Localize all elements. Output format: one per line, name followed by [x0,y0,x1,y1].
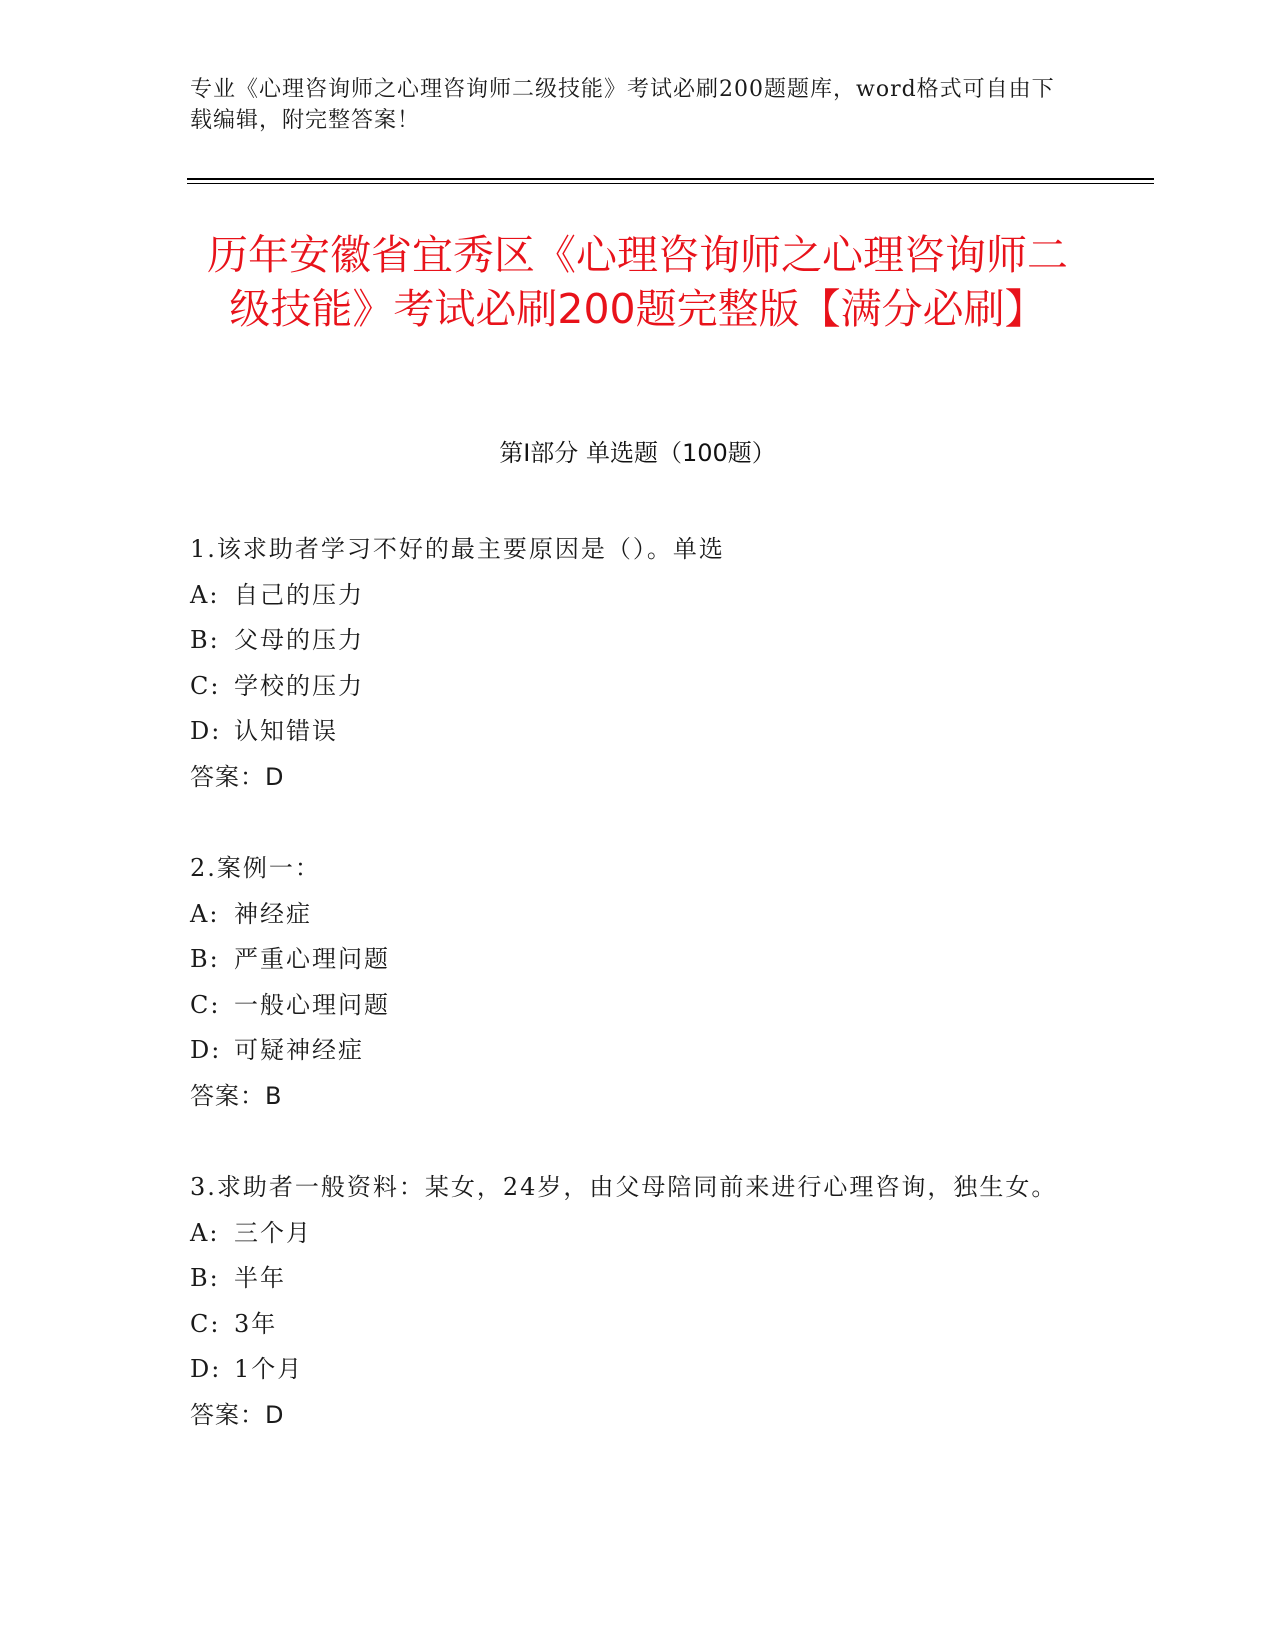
option-text: 一般心理问题 [234,990,390,1019]
header-divider-thin [187,183,1154,184]
option-c [190,664,1070,710]
answer: 答案：B [190,1081,283,1110]
option-letter: B: [190,1264,220,1292]
question-text: 2.案例一： [190,854,321,882]
option-b [190,937,1070,983]
header-note: 专业《心理咨询师之心理咨询师二级技能》考试必刷200题题库，word格式可自由下载编辑，附完整答案！ [190,77,1055,133]
option-letter: A: [190,1218,220,1247]
question-3 [190,1165,1070,1438]
option-d [190,1347,1070,1393]
option-d [190,1028,1070,1074]
option-text: 可疑神经症 [234,1036,364,1064]
option-text: 三个月 [234,1218,312,1247]
option-letter: D: [190,1036,222,1064]
answer: 答案：D [190,1400,285,1429]
option-b [190,1256,1070,1302]
option-c [190,983,1070,1029]
option-letter: C: [190,1309,221,1338]
option-c [190,1302,1070,1348]
option-letter: D: [190,1355,222,1383]
option-text: 神经症 [234,899,312,928]
option-text: 严重心理问题 [234,945,390,973]
option-text: 1个月 [234,1355,304,1383]
option-letter: B: [190,626,220,654]
option-a [190,573,1070,619]
option-letter: D: [190,717,222,745]
option-text: 认知错误 [234,717,338,745]
option-text: 半年 [234,1264,286,1292]
answer: 答案：D [190,762,285,791]
header-divider [187,178,1154,180]
question-2 [190,846,1070,1119]
option-a [190,892,1070,938]
option-letter: C: [190,671,221,700]
option-b [190,618,1070,664]
option-a [190,1211,1070,1257]
question-1 [190,527,1070,800]
option-text: 3年 [234,1309,278,1338]
option-letter: A: [190,580,220,609]
section-title: 第Ⅰ部分 单选题（100题） [499,439,776,467]
option-letter: B: [190,945,220,973]
option-text: 父母的压力 [234,626,364,654]
question-list [190,527,1070,1484]
option-letter: C: [190,990,221,1019]
option-letter: A: [190,899,220,928]
option-text: 学校的压力 [234,671,364,700]
document-title: 历年安徽省宜秀区《心理咨询师之心理咨询师二级技能》考试必刷200题完整版【满分必刷】 [207,231,1068,333]
question-text: 3.求助者一般资料：某女，24岁，由父母陪同前来进行心理咨询，独生女。 [190,1173,1058,1201]
option-text: 自己的压力 [234,580,364,609]
option-d [190,709,1070,755]
question-text: 1.该求助者学习不好的最主要原因是（）。单选 [190,535,725,563]
